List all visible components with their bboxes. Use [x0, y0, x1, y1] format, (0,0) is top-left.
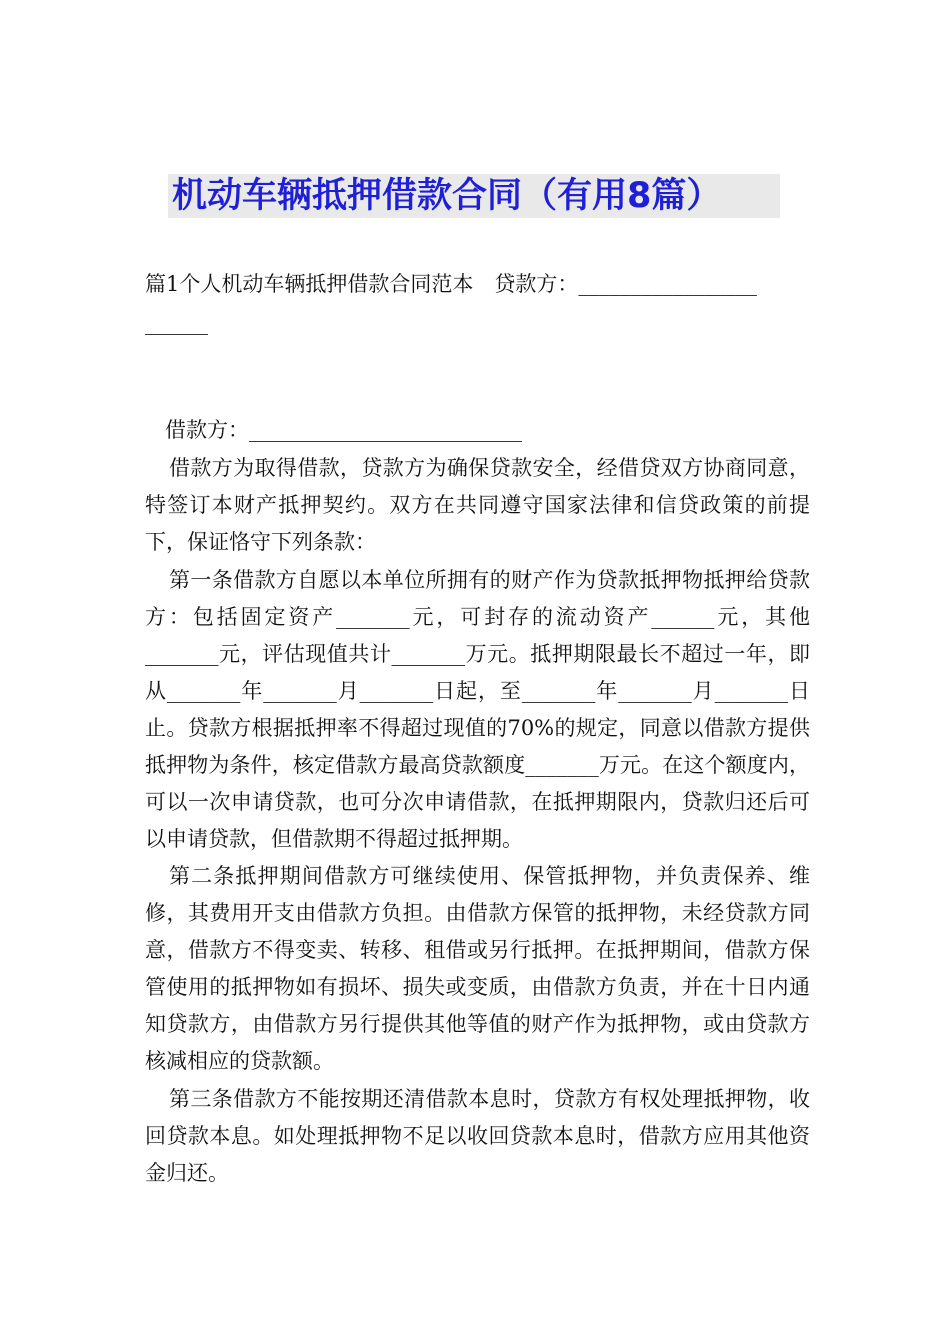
- document-title: 机动车辆抵押借款合同（有用8篇）: [172, 176, 722, 216]
- paragraph-article-3: 第三条借款方不能按期还清借款本息时，贷款方有权处理抵押物，收回贷款本息。如处理抵押物不足以收回贷款本息时，借款方应用其他资金归还。: [145, 1087, 810, 1185]
- paragraph-article-2: 第二条抵押期间借款方可继续使用、保管抵押物，并负责保养、维修，其费用开支由借款方负担。由借款方保管的抵押物，未经贷款方同意，借款方不得变卖、转移、租借或另行抵押。在抵押期间，借款方保管使用的抵押物如有损坏、损失或变质，由借款方负责，并在十日内通知贷款方，由借款方另行提供其他等值的财产作为抵押物，或由贷款方核减相应的贷款额。: [145, 864, 810, 1073]
- borrower-line: 借款方：__________________________: [165, 418, 522, 442]
- heading-line-continuation: ______: [145, 311, 208, 335]
- heading-line: 篇1个人机动车辆抵押借款合同范本 贷款方：_________________: [145, 272, 757, 296]
- paragraph-article-1: 第一条借款方自愿以本单位所拥有的财产作为贷款抵押物抵押给贷款方：包括固定资产_______元，可封存的流动资产______元，其他_______元，评估现值共计_______万元。抵押期限最长不超过一年，即从_______年_______月_______日起，至_______年_______月_______日止。贷款方根据抵押率不得超过现值的70%的规定，同意以借款方提供抵押物为条件，核定借款方最高贷款额度_______万元。在这个额度内，可以一次申请贷款，也可分次申请借款，在抵押期限内，贷款归还后可以申请贷款，但借款期不得超过抵押期。: [145, 568, 810, 851]
- paragraph-intro: 借款方为取得借款，贷款方为确保贷款安全，经借贷双方协商同意，特签订本财产抵押契约。双方在共同遵守国家法律和信贷政策的前提下，保证恪守下列条款：: [145, 456, 810, 554]
